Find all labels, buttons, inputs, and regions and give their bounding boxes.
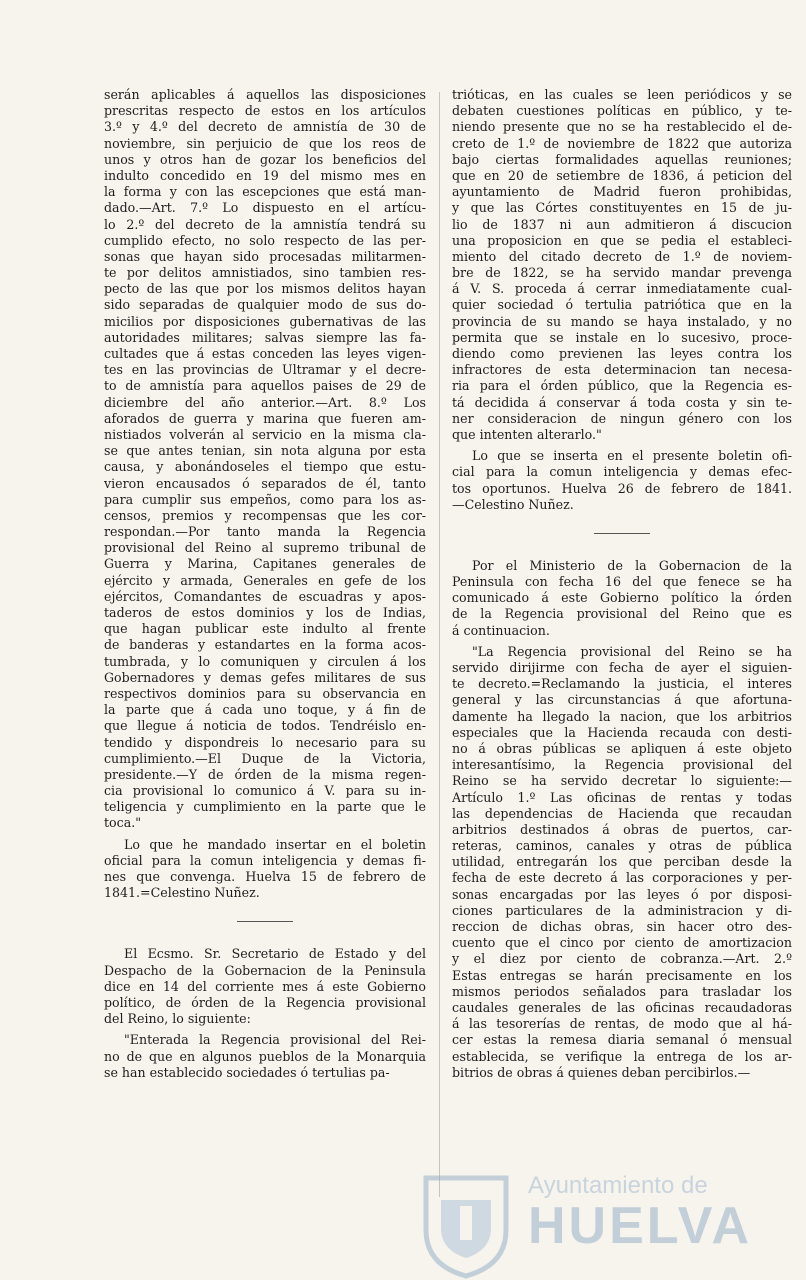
text-line: taderos de estos dominios y los de Indias,: [104, 605, 426, 620]
text-line: teligencia y cumplimiento en la parte que le: [104, 799, 426, 815]
text-line: "La Regencia provisional del Reino se ha: [472, 643, 792, 659]
text-line: respectivos dominios para su observancia en: [104, 685, 426, 701]
text-line: que intenten alterarlo.": [452, 426, 602, 442]
text-line: se que antes tenian, sin nota alguna por esta: [104, 443, 426, 459]
ayuntamiento-watermark: [408, 1168, 800, 1280]
text-line: Estas entregas se harán precisamente en los: [452, 967, 792, 983]
text-line: noviembre, sin perjuicio de que los reos de: [104, 135, 426, 151]
watermark-line1: Ayuntamiento de: [528, 1172, 708, 1199]
text-line: indulto concedido en 19 del mismo mes en: [104, 167, 426, 183]
text-line: cia provisional lo comunico á V. para su in-: [104, 783, 426, 799]
text-line: sonas encargadas por las leyes ó por disposi-: [452, 886, 792, 902]
text-line: respondan.—Por tanto manda la Regencia: [104, 524, 426, 540]
text-line: servido dirijirme con fecha de ayer el siguien-: [452, 660, 792, 675]
text-line: trióticas, en las cuales se leen periódicos y se: [452, 87, 792, 102]
paragraph: [452, 644, 792, 1081]
text-line: Por el Ministerio de la Gobernacion de la: [472, 557, 792, 573]
text-line: diendo como previenen las leyes contra los: [452, 346, 792, 361]
text-line: prescritas respecto de estos en los artículos: [104, 103, 426, 119]
text-line: lio de 1837 ni aun admitieron á discucion: [452, 216, 792, 232]
paragraph: [452, 87, 792, 443]
text-line: 1841.=Celestino Nuñez.: [104, 885, 260, 901]
text-line: oficial para la comun inteligencia y demas fi-: [104, 852, 426, 868]
text-line: de la Regencia provisional del Reino que es: [452, 606, 792, 622]
text-line: quier sociedad ó tertulia patriótica que en la: [452, 297, 792, 313]
text-line: niendo presente que no se ha restablecido el de-: [452, 119, 792, 135]
text-line: ner consideracion de ningun género con los: [452, 410, 792, 426]
paragraph: [104, 837, 426, 902]
text-line: la parte que á cada uno toque, y á fin de: [104, 702, 426, 718]
text-line: no á obras públicas se apliquen á este objeto: [452, 740, 792, 756]
city-shield-icon: [416, 1170, 516, 1280]
text-line: toca.": [104, 815, 142, 831]
text-line: Lo que se inserta en el presente boletin ofi-: [472, 448, 792, 464]
text-line: á las tesorerías de rentas, de modo que al há-: [452, 1016, 792, 1032]
text-line: ejército y armada, Generales en gefe de los: [104, 572, 426, 588]
text-line: las dependencias de Hacienda que recaudan: [452, 805, 792, 821]
text-line: mismos periodos señalados para trasladar los: [452, 983, 792, 999]
text-line: censos, premios y recompensas que les cor-: [104, 507, 426, 523]
text-line: Guerra y Marina, Capitanes generales de: [104, 556, 426, 572]
text-line: permita que se instale en lo sucesivo, proce-: [452, 329, 792, 345]
paragraph: [104, 1032, 426, 1081]
text-line: sonas que hayan sido procesadas militarmen-: [104, 248, 426, 264]
text-line: unos y otros han de gozar los beneficios del: [104, 151, 426, 167]
text-line: cuento que el cinco por ciento de amortizacion: [452, 935, 792, 951]
text-line: Peninsula con fecha 16 del que fenece se ha: [452, 574, 792, 590]
watermark-line2: HUELVA: [528, 1197, 753, 1255]
text-line: una proposicion en que se pedia el estableci-: [452, 232, 792, 248]
text-line: cultades que á estas conceden las leyes vigen-: [104, 346, 426, 361]
text-line: Gobernadores y demas gefes militares de sus: [104, 669, 426, 685]
text-line: nes que convenga. Huelva 15 de febrero de: [104, 869, 426, 884]
text-line: comunicado á este Gobierno político la órden: [452, 590, 792, 606]
text-line: interesantísimo, la Regencia provisional del: [452, 757, 792, 773]
text-line: á continuacion.: [452, 622, 550, 638]
text-line: micilios por disposiciones gubernativas de las: [104, 313, 426, 329]
text-line: especiales que la Hacienda recauda con desti-: [452, 724, 792, 740]
text-line: lo 2.º del decreto de la amnistía tendrá su: [104, 216, 426, 232]
text-line: te por delitos amnistiados, sino tambien res-: [104, 265, 426, 281]
text-line: tumbrada, y lo comuniquen y circulen á los: [104, 653, 426, 669]
text-line: bitrios de obras á quienes deban percibirlos.—: [452, 1064, 751, 1080]
text-line: provincia de su mando se haya instalado, y no: [452, 313, 792, 329]
right-column: [452, 87, 792, 1081]
text-line: establecida, se verifique la entrega de los ar-: [452, 1048, 792, 1064]
text-line: autoridades militares; salvas siempre las fa-: [104, 329, 426, 345]
text-line: cer estas la remesa diaria semanal ó mensual: [452, 1032, 792, 1048]
text-line: cumplido efecto, no solo respecto de las per-: [104, 232, 426, 248]
section-rule: [237, 921, 293, 922]
text-line: 3.º y 4.º del decreto de amnistía de 30 de: [104, 119, 426, 135]
text-line: creto de 1.º de noviembre de 1822 que autoriza: [452, 135, 792, 151]
text-line: —Celestino Nuñez.: [452, 496, 574, 512]
text-line: cial para la comun inteligencia y demas efec-: [452, 464, 792, 480]
text-line: tes en las provincias de Ultramar y el decre-: [104, 362, 426, 378]
text-line: que llegue á noticia de todos. Tendréislo en-: [104, 718, 426, 734]
paragraph: [104, 946, 426, 1027]
text-line: infractores de esta determinacion tan necesa-: [452, 362, 792, 378]
text-line: damente ha llegado la nacion, que los arbitrios: [452, 708, 792, 724]
text-line: serán aplicables á aquellos las disposiciones: [104, 87, 426, 102]
text-line: ejércitos, Comandantes de escuadras y apos-: [104, 588, 426, 604]
section-rule: [594, 533, 650, 534]
text-line: bre de 1822, se ha servido mandar prevenga: [452, 265, 792, 281]
text-line: reteras, caminos, canales y otras de pública: [452, 838, 792, 854]
text-line: Despacho de la Gobernacion de la Peninsula: [104, 962, 426, 978]
text-line: utilidad, entregarán los que perciban desde la: [452, 854, 792, 870]
text-line: provisional del Reino al supremo tribunal de: [104, 540, 426, 556]
text-line: se han establecido sociedades ó tertulias pa-: [104, 1064, 390, 1080]
text-line: to de amnistía para aquellos paises de 29 de: [104, 378, 426, 394]
text-line: Lo que he mandado insertar en el boletin: [124, 836, 426, 852]
text-line: ayuntamiento de Madrid fueron prohibidas,: [452, 184, 792, 200]
text-line: del Reino, lo siguiente:: [104, 1011, 251, 1027]
text-line: miento del citado decreto de 1.º de noviem-: [452, 248, 792, 264]
text-line: y que las Córtes constituyentes en 15 de ju-: [452, 200, 792, 216]
text-line: sido separadas de qualquier modo de sus do-: [104, 297, 426, 313]
text-line: á V. S. proceda á cerrar inmediatamente cual-: [452, 281, 792, 297]
text-line: vieron encausados ó separados de él, tanto: [104, 475, 426, 491]
text-line: pecto de las que por los mismos delitos hayan: [104, 281, 426, 297]
text-line: "Enterada la Regencia provisional del Rei-: [124, 1032, 426, 1048]
text-line: ria para el órden público, que la Regencia es-: [452, 378, 792, 394]
text-line: El Ecsmo. Sr. Secretario de Estado y del: [124, 946, 426, 962]
paragraph: [104, 87, 426, 832]
text-line: fecha de este decreto á las corporaciones y per-: [452, 870, 792, 886]
text-line: bajo ciertas formalidades aquellas reuniones;: [452, 151, 792, 167]
text-line: político, de órden de la Regencia provisional: [104, 994, 426, 1010]
text-line: causa, y abonándoseles el tiempo que estu-: [104, 459, 426, 475]
text-line: de banderas y estandartes en la forma acos-: [104, 637, 426, 653]
text-line: Reino se ha servido decretar lo siguiente:—: [452, 773, 792, 789]
text-line: general y las circunstancias á que afortuna-: [452, 692, 792, 708]
text-line: te decreto.=Reclamando la justicia, el interes: [452, 676, 792, 692]
paragraph: [452, 448, 792, 513]
text-line: cumplimiento.—El Duque de la Victoria,: [104, 750, 426, 766]
text-line: que en 20 de setiembre de 1836, á peticion del: [452, 167, 792, 183]
text-line: aforados de guerra y marina que fueren am-: [104, 410, 426, 426]
text-line: dado.—Art. 7.º Lo dispuesto en el artícu-: [104, 200, 426, 216]
left-column: [104, 87, 426, 1081]
text-line: caudales generales de las oficinas recaudadoras: [452, 999, 792, 1015]
text-line: que hagan publicar este indulto al frente: [104, 621, 426, 637]
text-line: tos oportunos. Huelva 26 de febrero de 1841.: [452, 480, 792, 496]
text-line: nistiados volverán al servicio en la misma cla-: [104, 426, 426, 442]
text-line: diciembre del año anterior.—Art. 8.º Los: [104, 394, 426, 410]
text-line: arbitrios destinados á obras de puertos, car-: [452, 821, 792, 837]
text-line: tá decidida á conservar á toda costa y sin te-: [452, 394, 792, 410]
text-line: Artículo 1.º Las oficinas de rentas y todas: [452, 789, 792, 805]
paragraph: [452, 558, 792, 639]
text-line: presidente.—Y de órden de la misma regen-: [104, 766, 426, 782]
text-line: la forma y con las escepciones que está man-: [104, 184, 426, 200]
text-line: debaten cuestiones políticas en público, y te-: [452, 103, 792, 119]
text-line: ciones particulares de la administracion y di-: [452, 902, 792, 918]
text-line: reccion de dichas obras, sin hacer otro des-: [452, 919, 792, 934]
column-divider: [439, 92, 440, 1197]
text-line: y el diez por ciento de cobranza.—Art. 2.º: [452, 951, 792, 967]
text-line: no de que en algunos pueblos de la Monarquia: [104, 1048, 426, 1064]
text-line: tendido y dispondreis lo necesario para su: [104, 734, 426, 750]
text-line: dice en 14 del corriente mes á este Gobierno: [104, 978, 426, 994]
text-line: para cumplir sus empeños, como para los as-: [104, 491, 426, 507]
